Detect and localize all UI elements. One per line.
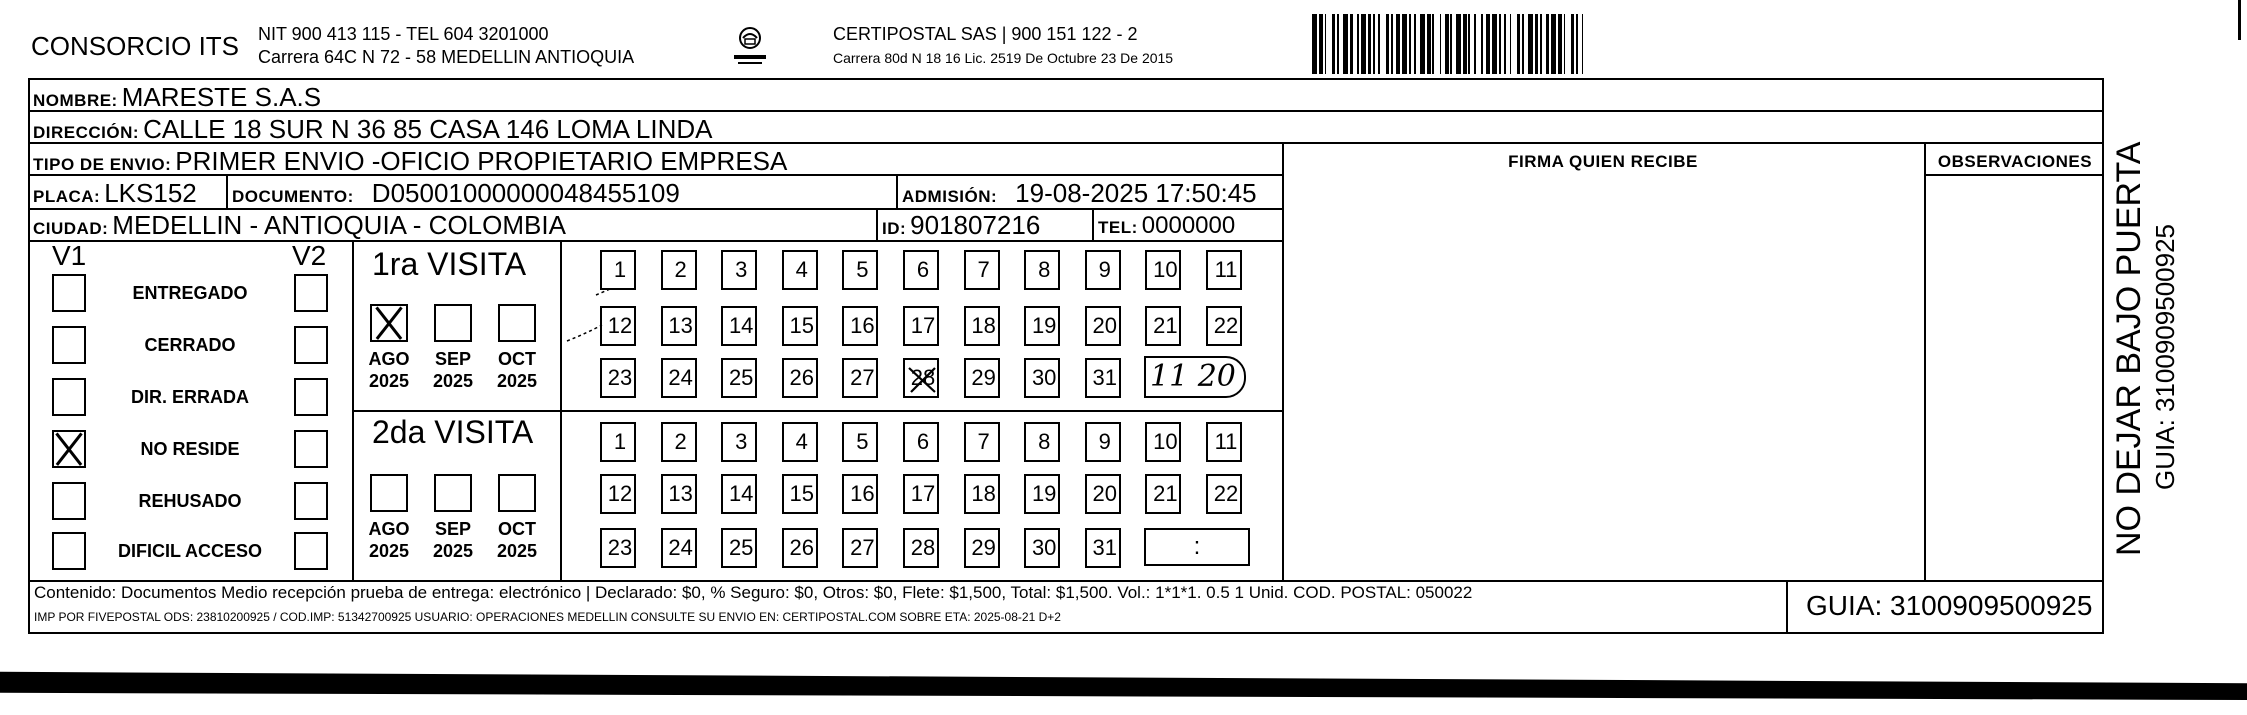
v1-checkbox[interactable] bbox=[52, 482, 86, 520]
scan-edge-band bbox=[0, 670, 2247, 700]
visit1-day-7[interactable]: 7 bbox=[964, 250, 1000, 290]
visit1-day-12[interactable]: 12 bbox=[600, 306, 636, 346]
status-label-dificil-acceso: DIFICIL ACCESO bbox=[117, 541, 262, 561]
visit1-day-6[interactable]: 6 bbox=[903, 250, 939, 290]
ciudad-field bbox=[33, 210, 566, 241]
visit1-time-box[interactable] bbox=[1144, 356, 1246, 398]
visit2-day-5[interactable]: 5 bbox=[842, 422, 878, 462]
visit2-day-3[interactable]: 3 bbox=[721, 422, 757, 462]
courier-address: Carrera 80d N 18 16 Lic. 2519 De Octubre 23 De 2015 bbox=[833, 50, 1174, 66]
visit1-day-17[interactable]: 17 bbox=[903, 306, 939, 346]
direccion-value: CALLE 18 SUR N 36 85 CASA 146 LOMA LINDA bbox=[143, 114, 713, 144]
v1-checkbox[interactable] bbox=[52, 532, 86, 570]
visit2-month-checkbox[interactable] bbox=[434, 474, 472, 512]
visit2-day-21[interactable]: 21 bbox=[1145, 474, 1181, 514]
visit2-day-26[interactable]: 26 bbox=[782, 528, 818, 568]
visit1-day-24[interactable]: 24 bbox=[661, 358, 697, 398]
v1-checkbox[interactable] bbox=[52, 274, 86, 312]
nombre-value: MARESTE S.A.S bbox=[121, 82, 322, 112]
visit1-month-name: SEP bbox=[434, 349, 472, 369]
visit1-day-16[interactable]: 16 bbox=[842, 306, 878, 346]
visit1-title: 1ra VISITA bbox=[372, 246, 527, 282]
status-label-cerrado: CERRADO bbox=[144, 335, 236, 355]
visit1-month-name: AGO bbox=[368, 349, 410, 369]
admision-value: 19-08-2025 17:50:45 bbox=[1015, 178, 1257, 208]
v2-checkbox[interactable] bbox=[294, 274, 328, 312]
visit2-title: 2da VISITA bbox=[372, 414, 534, 450]
visit1-time-handwritten: 11 20 bbox=[1150, 359, 1236, 394]
visit2-day-28[interactable]: 28 bbox=[903, 528, 939, 568]
visit2-month-year: 2025 bbox=[496, 541, 538, 561]
visit2-day-24[interactable]: 24 bbox=[661, 528, 697, 568]
v1-checkbox[interactable] bbox=[52, 430, 86, 468]
visit2-day-8[interactable]: 8 bbox=[1024, 422, 1060, 462]
visit2-month-name: OCT bbox=[498, 519, 536, 539]
v2-checkbox[interactable] bbox=[294, 430, 328, 468]
tel-field bbox=[1098, 212, 1235, 240]
v2-checkbox[interactable] bbox=[294, 532, 328, 570]
firma-header: FIRMA QUIEN RECIBE bbox=[1508, 152, 1698, 171]
visit2-day-1[interactable]: 1 bbox=[600, 422, 636, 462]
v1-checkbox[interactable] bbox=[52, 326, 86, 364]
visit1-day-31[interactable]: 31 bbox=[1085, 358, 1121, 398]
barcode-bar bbox=[1583, 14, 1588, 74]
visit1-month-year: 2025 bbox=[368, 371, 410, 391]
id-label: ID: bbox=[882, 219, 907, 238]
visit2-month-label bbox=[359, 518, 419, 562]
footer-contenido: Contenido: Documentos Medio recepción prueba de entrega: electrónico | Declarado: $0, % Seguro: $0, Otros: $0, Flete: $1,500, Total: $1,500. Vol.: 1*1*1. 0.5 1 Unid. COD. POSTAL: 050022 bbox=[34, 583, 1473, 602]
visit1-month-name: OCT bbox=[498, 349, 536, 369]
visit2-day-14[interactable]: 14 bbox=[721, 474, 757, 514]
visit2-month-label bbox=[487, 518, 547, 562]
visit1-day-29[interactable]: 29 bbox=[964, 358, 1000, 398]
visit1-month-year: 2025 bbox=[496, 371, 538, 391]
visit2-day-18[interactable]: 18 bbox=[964, 474, 1000, 514]
visit1-day-27[interactable]: 27 bbox=[842, 358, 878, 398]
visit1-day-28[interactable]: 28 bbox=[903, 358, 939, 398]
visit2-day-27[interactable]: 27 bbox=[842, 528, 878, 568]
placa-label: PLACA: bbox=[33, 187, 101, 206]
visit1-month-year: 2025 bbox=[432, 371, 474, 391]
side-guia: GUIA: 3100909500925 bbox=[2150, 224, 2180, 490]
visit2-month-name: AGO bbox=[368, 519, 410, 539]
visit1-day-1[interactable]: 1 bbox=[600, 250, 636, 290]
visit2-day-12[interactable]: 12 bbox=[600, 474, 636, 514]
tipo-envio-label: TIPO DE ENVIO: bbox=[33, 155, 172, 174]
placa-field bbox=[33, 178, 197, 209]
visit2-month-name: SEP bbox=[434, 519, 472, 539]
visit2-day-17[interactable]: 17 bbox=[903, 474, 939, 514]
admision-label: ADMISIÓN: bbox=[902, 187, 998, 206]
visit1-month-checkbox[interactable] bbox=[370, 304, 408, 342]
visit2-day-10[interactable]: 10 bbox=[1145, 422, 1181, 462]
v2-checkbox[interactable] bbox=[294, 378, 328, 416]
company-name: CONSORCIO ITS bbox=[31, 31, 240, 61]
visit2-day-23[interactable]: 23 bbox=[600, 528, 636, 568]
v2-checkbox[interactable] bbox=[294, 326, 328, 364]
visit1-day-19[interactable]: 19 bbox=[1024, 306, 1060, 346]
visit2-day-13[interactable]: 13 bbox=[661, 474, 697, 514]
visit2-day-31[interactable]: 31 bbox=[1085, 528, 1121, 568]
visit2-time-separator: : bbox=[1193, 533, 1201, 560]
tipo-envio-value: PRIMER ENVIO -OFICIO PROPIETARIO EMPRESA bbox=[175, 146, 788, 176]
visit2-day-16[interactable]: 16 bbox=[842, 474, 878, 514]
v1-header: V1 bbox=[52, 240, 87, 271]
visit1-month-label bbox=[487, 348, 547, 392]
visit2-day-9[interactable]: 9 bbox=[1085, 422, 1121, 462]
visit2-day-20[interactable]: 20 bbox=[1085, 474, 1121, 514]
visit1-day-18[interactable]: 18 bbox=[964, 306, 1000, 346]
handwritten-stroke bbox=[562, 285, 622, 345]
visit1-month-checkbox[interactable] bbox=[498, 304, 536, 342]
visit2-day-6[interactable]: 6 bbox=[903, 422, 939, 462]
visit1-day-3[interactable]: 3 bbox=[721, 250, 757, 290]
barcode bbox=[1312, 14, 1944, 74]
nombre-label: NOMBRE: bbox=[33, 91, 118, 110]
visit2-time-box[interactable] bbox=[1144, 528, 1250, 566]
tipo-envio-row bbox=[33, 146, 787, 177]
visit2-day-4[interactable]: 4 bbox=[782, 422, 818, 462]
visit1-day-15[interactable]: 15 bbox=[782, 306, 818, 346]
visit1-day-mark bbox=[905, 360, 941, 400]
footer-imp: IMP POR FIVEPOSTAL ODS: 23810200925 / COD.IMP: 51342700925 USUARIO: OPERACIONES MEDELLIN CONSULTE SU ENVIO EN: CERTIPOSTAL.COM SOBRE ETA: 2025-08-21 D+2 bbox=[34, 610, 1061, 624]
visit1-day-10[interactable]: 10 bbox=[1145, 250, 1181, 290]
visit2-day-2[interactable]: 2 bbox=[661, 422, 697, 462]
documento-field bbox=[232, 178, 680, 209]
certipostal-logo-icon bbox=[728, 22, 772, 70]
visit2-month-label bbox=[423, 518, 483, 562]
documento-label: DOCUMENTO: bbox=[232, 187, 354, 206]
visit2-month-year: 2025 bbox=[432, 541, 474, 561]
visit1-day-13[interactable]: 13 bbox=[661, 306, 697, 346]
visit2-day-22[interactable]: 22 bbox=[1206, 474, 1242, 514]
scan-edge-mark bbox=[2238, 0, 2241, 40]
admision-field bbox=[902, 178, 1257, 209]
visit2-day-25[interactable]: 25 bbox=[721, 528, 757, 568]
visit1-day-11[interactable]: 11 bbox=[1206, 250, 1242, 290]
visit2-month-year: 2025 bbox=[368, 541, 410, 561]
status-label-dir-errada: DIR. ERRADA bbox=[130, 387, 249, 407]
footer-guia: GUIA: 3100909500925 bbox=[1806, 590, 2093, 621]
visit1-day-23[interactable]: 23 bbox=[600, 358, 636, 398]
visit2-day-19[interactable]: 19 bbox=[1024, 474, 1060, 514]
visit1-month-label bbox=[359, 348, 419, 392]
visit2-day-7[interactable]: 7 bbox=[964, 422, 1000, 462]
visit2-day-15[interactable]: 15 bbox=[782, 474, 818, 514]
visit1-day-9[interactable]: 9 bbox=[1085, 250, 1121, 290]
visit1-day-22[interactable]: 22 bbox=[1206, 306, 1242, 346]
direccion-row bbox=[33, 114, 712, 145]
id-field bbox=[882, 210, 1040, 241]
id-value: 901807216 bbox=[910, 210, 1041, 240]
side-notice: NO DEJAR BAJO PUERTA bbox=[2110, 141, 2148, 556]
visit1-day-2[interactable]: 2 bbox=[661, 250, 697, 290]
documento-value: D05001000000048455109 bbox=[371, 178, 680, 208]
visit1-day-20[interactable]: 20 bbox=[1085, 306, 1121, 346]
courier-info: CERTIPOSTAL SAS | 900 151 122 - 2 bbox=[833, 24, 1138, 44]
visit2-day-30[interactable]: 30 bbox=[1024, 528, 1060, 568]
observaciones-header: OBSERVACIONES bbox=[1937, 152, 2093, 171]
visit2-day-29[interactable]: 29 bbox=[964, 528, 1000, 568]
placa-value: LKS152 bbox=[104, 178, 197, 208]
visit1-month-checkbox[interactable] bbox=[434, 304, 472, 342]
visit2-month-checkbox[interactable] bbox=[370, 474, 408, 512]
visit1-day-21[interactable]: 21 bbox=[1145, 306, 1181, 346]
company-address: Carrera 64C N 72 - 58 MEDELLIN ANTIOQUIA bbox=[258, 47, 635, 67]
ciudad-value: MEDELLIN - ANTIOQUIA - COLOMBIA bbox=[112, 210, 566, 240]
v2-header: V2 bbox=[292, 240, 327, 271]
company-nit: NIT 900 413 115 - TEL 604 3201000 bbox=[258, 24, 549, 44]
visit2-month-checkbox[interactable] bbox=[498, 474, 536, 512]
status-label-entregado: ENTREGADO bbox=[132, 283, 248, 303]
status-label-rehusado: REHUSADO bbox=[138, 491, 242, 511]
visit1-day-26[interactable]: 26 bbox=[782, 358, 818, 398]
visit1-day-5[interactable]: 5 bbox=[842, 250, 878, 290]
tel-value: 0000000 bbox=[1141, 212, 1236, 239]
visit1-month-label bbox=[423, 348, 483, 392]
v2-checkbox[interactable] bbox=[294, 482, 328, 520]
status-label-no-reside: NO RESIDE bbox=[140, 439, 240, 459]
ciudad-label: CIUDAD: bbox=[33, 219, 109, 238]
visit2-day-11[interactable]: 11 bbox=[1206, 422, 1242, 462]
nombre-row bbox=[33, 82, 321, 113]
direccion-label: DIRECCIÓN: bbox=[33, 123, 140, 142]
visit1-day-4[interactable]: 4 bbox=[782, 250, 818, 290]
visit1-day-30[interactable]: 30 bbox=[1024, 358, 1060, 398]
tel-label: TEL: bbox=[1098, 218, 1138, 237]
visit1-day-14[interactable]: 14 bbox=[721, 306, 757, 346]
visit1-day-25[interactable]: 25 bbox=[721, 358, 757, 398]
visit1-day-8[interactable]: 8 bbox=[1024, 250, 1060, 290]
v1-checkbox[interactable] bbox=[52, 378, 86, 416]
